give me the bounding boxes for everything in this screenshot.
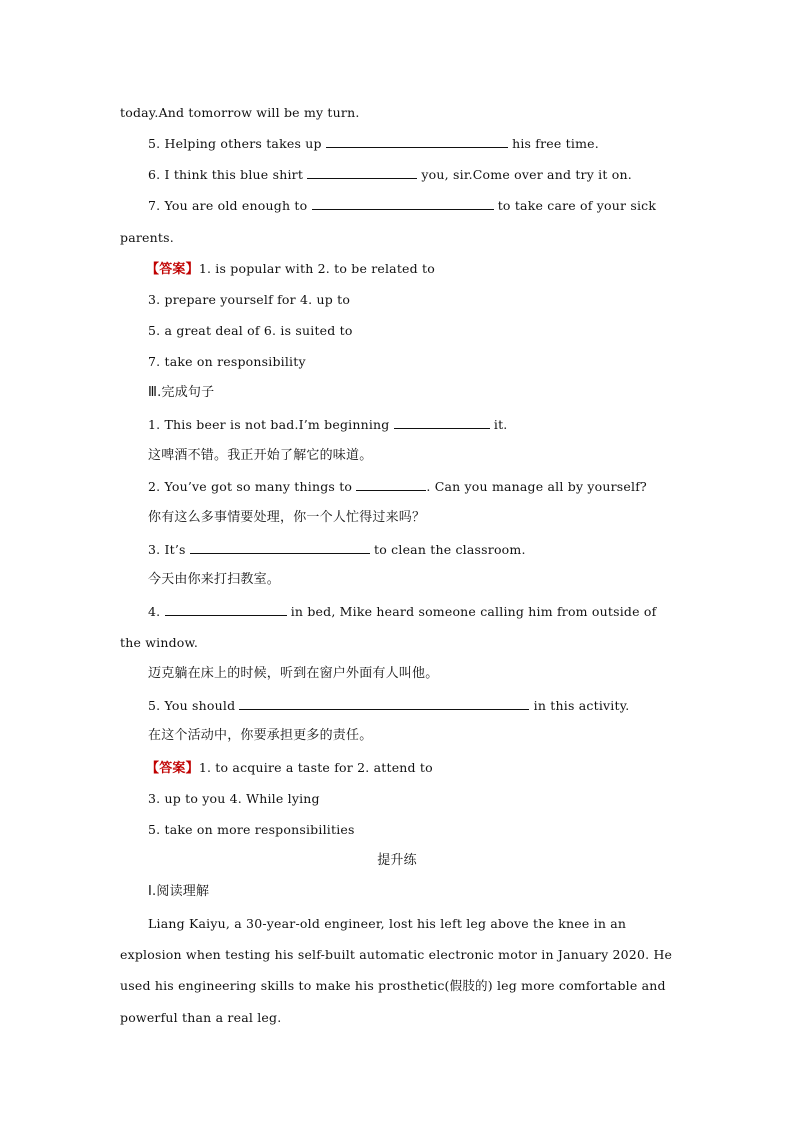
answer-line: 7. take on responsibility [148, 354, 306, 369]
answer-blank[interactable] [356, 478, 426, 491]
chinese-prompt: 在这个活动中，你要承担更多的责任。 [148, 728, 373, 743]
answer-blank[interactable] [239, 697, 529, 710]
answer-blank[interactable] [165, 603, 287, 616]
passage-line: explosion when testing his self-built automatic electronic motor in January 2020. He [120, 947, 673, 962]
exercise-item: 2. You’ve got so many things to . Can you manage all by yourself? [148, 479, 647, 494]
exercise-item-wrap: the window. [120, 635, 199, 650]
answer-line: 【答案】1. is popular with 2. to be related to [146, 261, 435, 277]
section-heading: Ⅲ.完成句子 [148, 385, 215, 400]
continuation-line: today.And tomorrow will be my turn. [120, 105, 360, 120]
section-heading: Ⅰ.阅读理解 [148, 884, 210, 899]
answer-tag: 【答案】 [146, 262, 199, 277]
exercise-item: 3. It’s to clean the classroom. [148, 542, 526, 557]
answer-line: 3. prepare yourself for 4. up to [148, 292, 351, 307]
answer-blank[interactable] [307, 166, 417, 179]
chinese-prompt: 你有这么多事情要处理，你一个人忙得过来吗？ [148, 510, 426, 525]
exercise-item: 6. I think this blue shirt you, sir.Come over and try it on. [148, 167, 632, 182]
answer-blank[interactable] [190, 541, 370, 554]
answer-blank[interactable] [312, 197, 494, 210]
passage-line: powerful than a real leg. [120, 1010, 282, 1025]
exercise-item: 7. You are old enough to to take care of your sick [148, 198, 657, 213]
passage-line: used his engineering skills to make his prosthetic(假肢的) leg more comfortable and [120, 978, 666, 993]
answer-blank[interactable] [326, 135, 508, 148]
chinese-prompt: 迈克躺在床上的时候，听到在窗户外面有人叫他。 [148, 666, 439, 681]
section-title: 提升练 [377, 853, 417, 868]
answer-line: 5. take on more responsibilities [148, 822, 355, 837]
chinese-prompt: 今天由你来打扫教室。 [148, 572, 281, 587]
exercise-item-wrap: parents. [120, 230, 174, 245]
answer-line: 5. a great deal of 6. is suited to [148, 323, 353, 338]
exercise-item: 1. This beer is not bad.I’m beginning it. [148, 417, 508, 432]
passage-line: Liang Kaiyu, a 30-year-old engineer, lost his left leg above the knee in an [148, 916, 627, 931]
answer-tag: 【答案】 [146, 761, 199, 776]
exercise-item: 5. You should in this activity. [148, 698, 630, 713]
answer-line: 【答案】1. to acquire a taste for 2. attend to [146, 760, 433, 776]
exercise-item: 5. Helping others takes up his free time. [148, 136, 599, 151]
answer-blank[interactable] [394, 416, 490, 429]
chinese-prompt: 这啤酒不错。我正开始了解它的味道。 [148, 448, 373, 463]
answer-line: 3. up to you 4. While lying [148, 791, 320, 806]
exercise-item: 4. in bed, Mike heard someone calling him from outside of [148, 604, 657, 619]
